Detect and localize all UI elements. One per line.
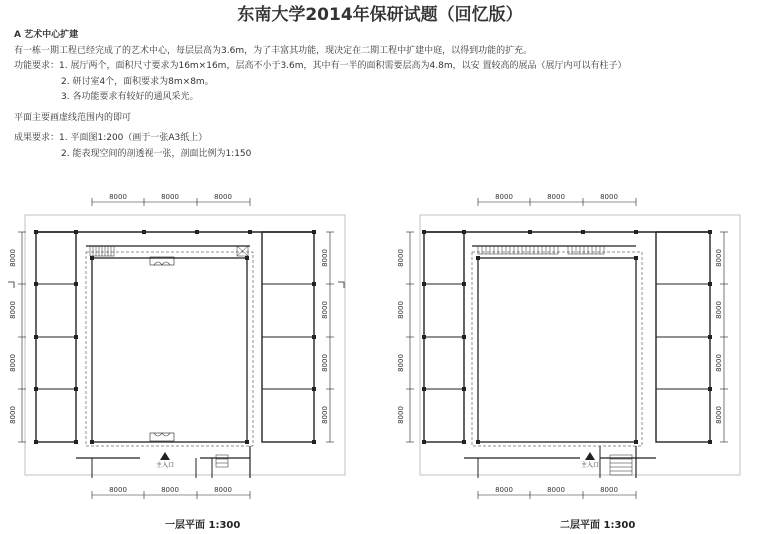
plan-2-dim-top-3: 8000: [600, 193, 618, 201]
result-label: 成果要求：: [14, 133, 60, 143]
plan-2: [406, 198, 740, 499]
plan-2-dim-right-3: 8000: [715, 354, 723, 372]
plan-note: 平面主要画虚线范围内的即可: [14, 112, 132, 123]
plan-1-dim-top-1: 8000: [109, 193, 127, 201]
plan-2-dim-left-4: 8000: [397, 406, 405, 424]
plan-1-dim-top-3: 8000: [214, 193, 232, 201]
plan-1-dim-right-3: 8000: [321, 354, 329, 372]
plan-2-dim-bottom-3: 8000: [600, 486, 618, 494]
result-item-1: 1. 平面图1:200（画于一张A3纸上）: [59, 133, 208, 143]
plan-2-dimensions: [397, 193, 723, 494]
plan-2-dim-right-2: 8000: [715, 301, 723, 319]
plan-2-dim-right-4: 8000: [715, 406, 723, 424]
plan-1-dim-left-4: 8000: [9, 406, 17, 424]
plan-1-dim-top-2: 8000: [161, 193, 179, 201]
plan-2-dim-left-1: 8000: [397, 249, 405, 267]
plan-1-dim-bottom-2: 8000: [161, 486, 179, 494]
plan-1-dim-right-1: 8000: [321, 249, 329, 267]
plan-2-caption: 二层平面 1:300: [560, 520, 636, 531]
plan-1-dim-bottom-3: 8000: [214, 486, 232, 494]
plan-2-dim-right-1: 8000: [715, 249, 723, 267]
plan-2-dim-bottom-1: 8000: [495, 486, 513, 494]
func-item-1: 1. 展厅两个，面积尺寸要求为16m×16m，层高不小于3.6m，其中有一半的面积需要层高为4.8m，以安 置较高的展品（展厅内可以有柱子）: [59, 61, 627, 71]
plan-2-dim-top-2: 8000: [547, 193, 565, 201]
plan-1-dim-left-3: 8000: [9, 354, 17, 372]
plan-1-dim-bottom-1: 8000: [109, 486, 127, 494]
plan-1-entrance-label: 主入口: [155, 462, 175, 469]
brief-intro: 有一栋一期工程已经完成了的艺术中心，每层层高为3.6m，为了丰富其功能，现决定在二期工程中扩建中庭，以得到功能的扩充。: [14, 45, 533, 56]
plan-1-dim-left-1: 8000: [9, 249, 17, 267]
plan-1-caption: 一层平面 1:300: [165, 520, 241, 531]
plan-2-dim-left-3: 8000: [397, 354, 405, 372]
brief-heading: A 艺术中心扩建: [14, 30, 79, 40]
plan-2-entrance-label: 主入口: [580, 462, 600, 469]
func-item-2: 2. 研讨室4个，面积要求为8m×8m。: [61, 76, 214, 87]
plan-2-dim-top-1: 8000: [495, 193, 513, 201]
result-item-2: 2. 能表现空间的剖透视一张，剖面比例为1:150: [61, 148, 252, 159]
plan-2-dim-bottom-2: 8000: [547, 486, 565, 494]
plan-1-dim-left-2: 8000: [9, 301, 17, 319]
page-title: 东南大学2014年保研试题（回忆版）: [237, 5, 523, 25]
plan-1-dim-right-2: 8000: [321, 301, 329, 319]
plan-1: [8, 198, 345, 499]
func-item-3: 3. 各功能要求有较好的通风采光。: [61, 92, 199, 102]
plan-1-dim-right-4: 8000: [321, 406, 329, 424]
plan-1-dimensions: [9, 193, 329, 494]
plan-2-dim-left-2: 8000: [397, 301, 405, 319]
func-label: 功能要求：: [14, 61, 60, 71]
